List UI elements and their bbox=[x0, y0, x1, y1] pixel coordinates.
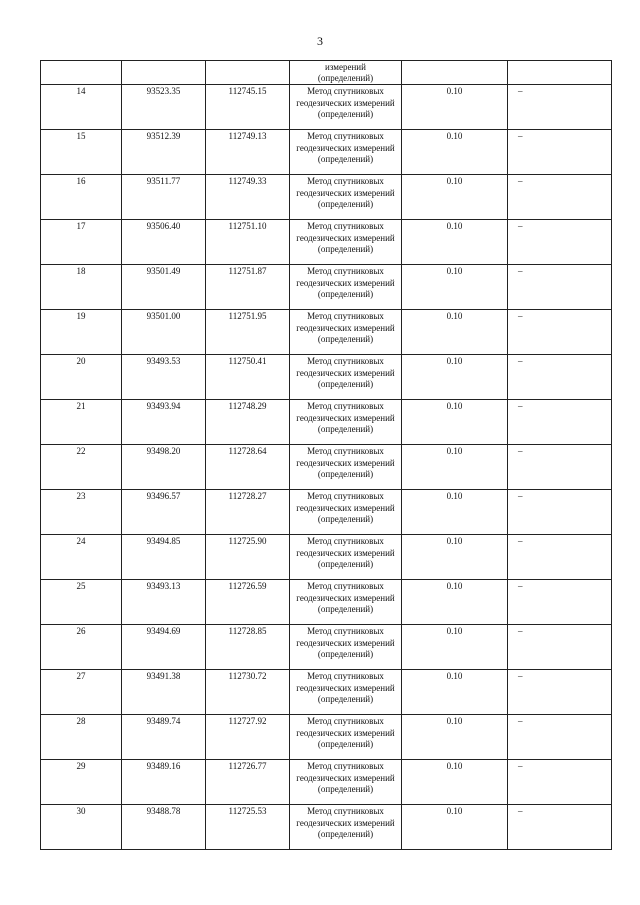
accuracy-cell: 0.10 bbox=[402, 445, 508, 490]
coordinates-table bbox=[40, 60, 612, 850]
accuracy-cell: 0.10 bbox=[402, 310, 508, 355]
coordinate-x-cell: 93501.49 bbox=[122, 265, 206, 310]
note-cell: – bbox=[508, 85, 612, 130]
page-number: 3 bbox=[317, 34, 323, 48]
method-cell: Метод спутниковых геодезических измерений (определений) bbox=[290, 355, 402, 400]
note-cell: – bbox=[508, 130, 612, 175]
point-number-cell: 28 bbox=[41, 715, 122, 760]
coordinate-x-cell: 93506.40 bbox=[122, 220, 206, 265]
table-row bbox=[41, 400, 612, 445]
table-row bbox=[41, 310, 612, 355]
method-cell: Метод спутниковых геодезических измерений (определений) bbox=[290, 625, 402, 670]
coordinate-y-cell: 112728.85 bbox=[206, 625, 290, 670]
method-cell: Метод спутниковых геодезических измерений (определений) bbox=[290, 445, 402, 490]
method-cell: Метод спутниковых геодезических измерений (определений) bbox=[290, 760, 402, 805]
accuracy-cell: 0.10 bbox=[402, 490, 508, 535]
note-cell: – bbox=[508, 445, 612, 490]
coordinates-table-body bbox=[41, 61, 612, 850]
method-cell: Метод спутниковых геодезических измерений (определений) bbox=[290, 220, 402, 265]
note-cell: – bbox=[508, 175, 612, 220]
continuation-cell-note bbox=[508, 61, 612, 85]
point-number-cell: 23 bbox=[41, 490, 122, 535]
coordinate-y-cell: 112726.59 bbox=[206, 580, 290, 625]
method-cell: Метод спутниковых геодезических измерений (определений) bbox=[290, 85, 402, 130]
continuation-cell-num bbox=[41, 61, 122, 85]
coordinate-x-cell: 93489.16 bbox=[122, 760, 206, 805]
method-cell: Метод спутниковых геодезических измерений (определений) bbox=[290, 130, 402, 175]
coordinate-x-cell: 93512.39 bbox=[122, 130, 206, 175]
accuracy-cell: 0.10 bbox=[402, 85, 508, 130]
method-cell: Метод спутниковых геодезических измерений (определений) bbox=[290, 535, 402, 580]
method-cell: Метод спутниковых геодезических измерений (определений) bbox=[290, 715, 402, 760]
note-cell: – bbox=[508, 760, 612, 805]
table-row bbox=[41, 265, 612, 310]
method-cell: Метод спутниковых геодезических измерений (определений) bbox=[290, 400, 402, 445]
coordinate-x-cell: 93489.74 bbox=[122, 715, 206, 760]
point-number-cell: 19 bbox=[41, 310, 122, 355]
point-number-cell: 18 bbox=[41, 265, 122, 310]
point-number-cell: 20 bbox=[41, 355, 122, 400]
point-number-cell: 25 bbox=[41, 580, 122, 625]
coordinate-y-cell: 112750.41 bbox=[206, 355, 290, 400]
table-row bbox=[41, 670, 612, 715]
accuracy-cell: 0.10 bbox=[402, 175, 508, 220]
point-number-cell: 27 bbox=[41, 670, 122, 715]
accuracy-cell: 0.10 bbox=[402, 535, 508, 580]
point-number-cell: 16 bbox=[41, 175, 122, 220]
point-number-cell: 22 bbox=[41, 445, 122, 490]
table-row bbox=[41, 445, 612, 490]
method-cell: Метод спутниковых геодезических измерений (определений) bbox=[290, 580, 402, 625]
table-row bbox=[41, 355, 612, 400]
accuracy-cell: 0.10 bbox=[402, 670, 508, 715]
coordinate-x-cell: 93493.94 bbox=[122, 400, 206, 445]
continuation-cell-y bbox=[206, 61, 290, 85]
coordinate-x-cell: 93493.13 bbox=[122, 580, 206, 625]
continuation-row bbox=[41, 61, 612, 85]
coordinate-x-cell: 93494.69 bbox=[122, 625, 206, 670]
note-cell: – bbox=[508, 355, 612, 400]
table-row bbox=[41, 805, 612, 850]
coordinate-y-cell: 112728.27 bbox=[206, 490, 290, 535]
accuracy-cell: 0.10 bbox=[402, 580, 508, 625]
table-row bbox=[41, 175, 612, 220]
table-row bbox=[41, 625, 612, 670]
coordinate-x-cell: 93501.00 bbox=[122, 310, 206, 355]
table-row bbox=[41, 85, 612, 130]
note-cell: – bbox=[508, 220, 612, 265]
coordinate-y-cell: 112725.53 bbox=[206, 805, 290, 850]
coordinate-y-cell: 112725.90 bbox=[206, 535, 290, 580]
point-number-cell: 24 bbox=[41, 535, 122, 580]
coordinate-x-cell: 93488.78 bbox=[122, 805, 206, 850]
coordinate-y-cell: 112749.13 bbox=[206, 130, 290, 175]
coordinate-y-cell: 112751.95 bbox=[206, 310, 290, 355]
table-row bbox=[41, 490, 612, 535]
accuracy-cell: 0.10 bbox=[402, 625, 508, 670]
note-cell: – bbox=[508, 580, 612, 625]
method-cell: Метод спутниковых геодезических измерений (определений) bbox=[290, 805, 402, 850]
coordinate-y-cell: 112749.33 bbox=[206, 175, 290, 220]
method-cell: Метод спутниковых геодезических измерений (определений) bbox=[290, 175, 402, 220]
point-number-cell: 21 bbox=[41, 400, 122, 445]
coordinate-x-cell: 93493.53 bbox=[122, 355, 206, 400]
point-number-cell: 29 bbox=[41, 760, 122, 805]
coordinate-y-cell: 112728.64 bbox=[206, 445, 290, 490]
note-cell: – bbox=[508, 400, 612, 445]
accuracy-cell: 0.10 bbox=[402, 265, 508, 310]
note-cell: – bbox=[508, 715, 612, 760]
point-number-cell: 30 bbox=[41, 805, 122, 850]
point-number-cell: 17 bbox=[41, 220, 122, 265]
table-row bbox=[41, 760, 612, 805]
continuation-cell-method: измерений (определений) bbox=[290, 61, 402, 85]
coordinate-y-cell: 112748.29 bbox=[206, 400, 290, 445]
coordinate-x-cell: 93498.20 bbox=[122, 445, 206, 490]
table-row bbox=[41, 220, 612, 265]
note-cell: – bbox=[508, 670, 612, 715]
coordinate-x-cell: 93491.38 bbox=[122, 670, 206, 715]
method-cell: Метод спутниковых геодезических измерений (определений) bbox=[290, 670, 402, 715]
table-row bbox=[41, 580, 612, 625]
point-number-cell: 26 bbox=[41, 625, 122, 670]
coordinate-x-cell: 93494.85 bbox=[122, 535, 206, 580]
coordinate-y-cell: 112730.72 bbox=[206, 670, 290, 715]
method-cell: Метод спутниковых геодезических измерений (определений) bbox=[290, 490, 402, 535]
point-number-cell: 14 bbox=[41, 85, 122, 130]
accuracy-cell: 0.10 bbox=[402, 130, 508, 175]
point-number-cell: 15 bbox=[41, 130, 122, 175]
accuracy-cell: 0.10 bbox=[402, 355, 508, 400]
coordinate-y-cell: 112751.87 bbox=[206, 265, 290, 310]
accuracy-cell: 0.10 bbox=[402, 760, 508, 805]
continuation-cell-x bbox=[122, 61, 206, 85]
note-cell: – bbox=[508, 310, 612, 355]
note-cell: – bbox=[508, 490, 612, 535]
note-cell: – bbox=[508, 625, 612, 670]
coordinate-x-cell: 93523.35 bbox=[122, 85, 206, 130]
coordinate-y-cell: 112726.77 bbox=[206, 760, 290, 805]
accuracy-cell: 0.10 bbox=[402, 715, 508, 760]
table-row bbox=[41, 130, 612, 175]
table-row bbox=[41, 715, 612, 760]
table-row bbox=[41, 535, 612, 580]
accuracy-cell: 0.10 bbox=[402, 400, 508, 445]
note-cell: – bbox=[508, 805, 612, 850]
note-cell: – bbox=[508, 265, 612, 310]
continuation-cell-accuracy bbox=[402, 61, 508, 85]
coordinate-y-cell: 112751.10 bbox=[206, 220, 290, 265]
coordinate-x-cell: 93496.57 bbox=[122, 490, 206, 535]
accuracy-cell: 0.10 bbox=[402, 220, 508, 265]
coordinate-y-cell: 112727.92 bbox=[206, 715, 290, 760]
method-cell: Метод спутниковых геодезических измерений (определений) bbox=[290, 310, 402, 355]
accuracy-cell: 0.10 bbox=[402, 805, 508, 850]
method-cell: Метод спутниковых геодезических измерений (определений) bbox=[290, 265, 402, 310]
note-cell: – bbox=[508, 535, 612, 580]
coordinate-x-cell: 93511.77 bbox=[122, 175, 206, 220]
coordinate-y-cell: 112745.15 bbox=[206, 85, 290, 130]
